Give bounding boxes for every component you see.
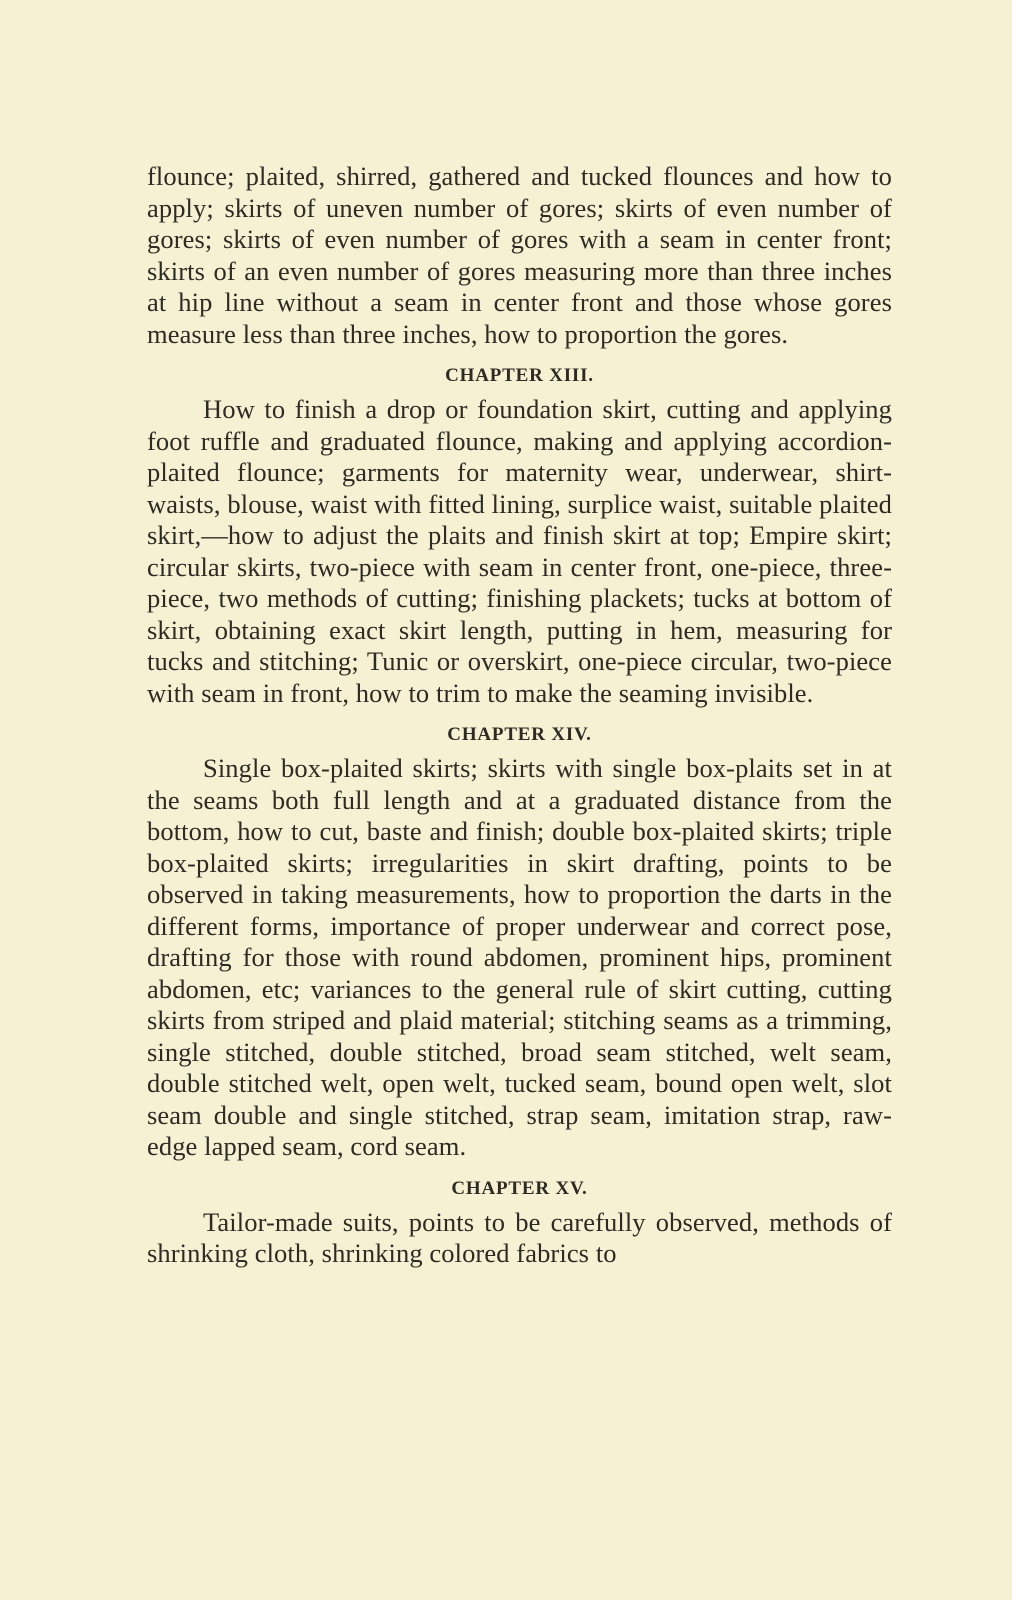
chapter-xiv-heading: CHAPTER XIV. xyxy=(447,724,592,745)
continued-paragraph: flounce; plaited, shirred, gathered and tucked flounces and how to apply; skirts of uneven number of gores; skirts of even number of gores; skirts of even number of gores with a seam in center front; skirts of an even number of gores measuring more than three inches at hip line without a seam in center front and those whose gores measure less than three inches, how to proportion the gores. xyxy=(147,161,892,349)
chapter-xiv-paragraph: Single box-plaited skirts; skirts with single box-plaits set in at the seams both full length and at a graduated distance from the bottom, how to cut, baste and finish; double box-plaited skirts; triple box-plaited skirts; irregularities in skirt drafting, points to be observed in taking measurements, how to proportion the darts in the different forms, importance of proper underwear and correct pose, drafting for those with round abdomen, prominent hips, prominent abdomen, etc; variances to the general rule of skirt cutting, cutting skirts from striped and plaid material; stitching seams as a trimming, single stitched, double stitched, broad seam stitched, welt seam, double stitched welt, open welt, tucked seam, bound open welt, slot seam double and single stitched, strap seam, imitation strap, raw-edge lapped seam, cord seam. xyxy=(147,753,892,1161)
chapter-xv-paragraph: Tailor-made suits, points to be carefully observed, methods of shrinking cloth, shrinking colored fabrics to xyxy=(147,1206,892,1268)
chapter-xiii-paragraph: How to finish a drop or foundation skirt, cutting and applying foot ruffle and graduated flounce, making and applying accordion-plaited flounce; garments for maternity wear, underwear, shirt-waists, blouse, waist with fitted lining, surplice waist, suitable plaited skirt,—how to adjust the plaits and finish skirt at top; Empire skirt; circular skirts, two-piece with seam in center front, one-piece, three-piece, two methods of cutting; finishing plackets; tucks at bottom of skirt, obtaining exact skirt length, putting in hem, measuring for tucks and stitching; Tunic or overskirt, one-piece circular, two-piece with seam in front, how to trim to make the seaming invisible. xyxy=(147,394,892,708)
chapter-xiii-heading: CHAPTER XIII. xyxy=(445,365,594,386)
book-page xyxy=(147,161,892,1270)
chapter-xv-heading: CHAPTER XV. xyxy=(451,1177,588,1199)
